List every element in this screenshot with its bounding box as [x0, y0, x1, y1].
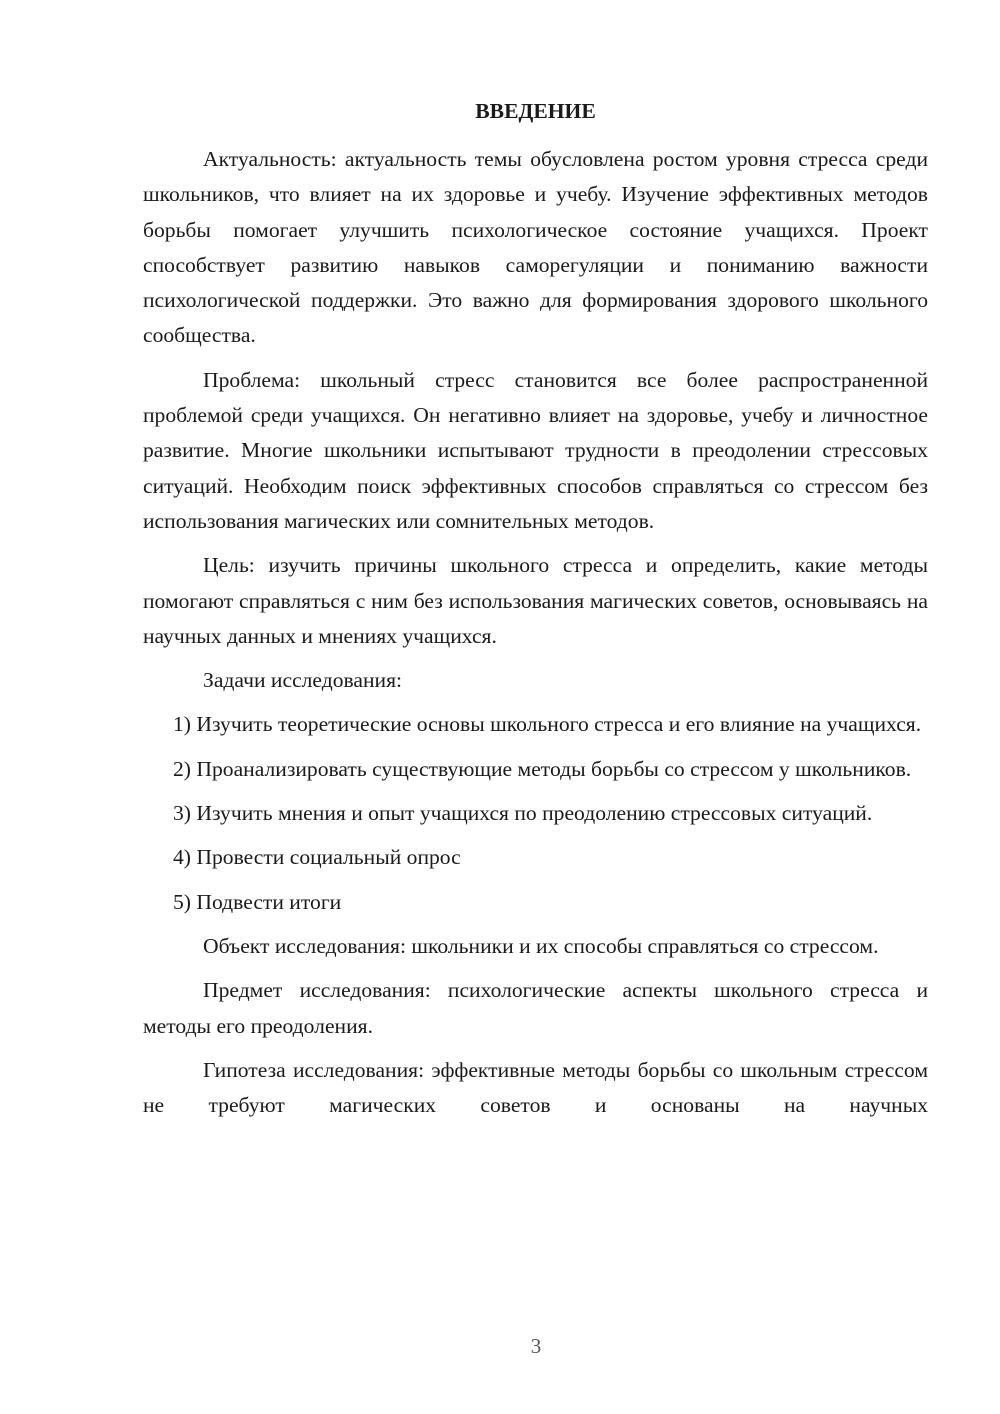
task-item: 3) Изучить мнения и опыт учащихся по преодолению стрессовых ситуаций.	[173, 801, 873, 826]
page-title: ВВЕДЕНИЕ	[475, 99, 596, 123]
tasks-heading: Задачи исследования:	[203, 668, 403, 693]
page-content	[143, 94, 928, 1132]
page-number: 3	[530, 1334, 542, 1358]
task-item: 1) Изучить теоретические основы школьного стресса и его влияние на учащихся.	[173, 712, 922, 737]
paragraph-problem: Проблема: школьный стресс становится все более распространенной проблемой среди учащихся. Он негативно влияет на здоровье, учебу и личностное развитие. Многие школьники испытывают трудности в преодолении стрессовых ситуаций. Необходим поиск эффективных способов справляться со стрессом без использования магических или сомнительных методов.	[143, 367, 928, 533]
task-item: 2) Проанализировать существующие методы борьбы со стрессом у школьников.	[173, 756, 912, 781]
paragraph-goal: Цель: изучить причины школьного стресса и определить, какие методы помогают справляться с ним без использования магических советов, основываясь на научных данных и мнениях учащихся.	[143, 553, 928, 648]
task-item: 5) Подвести итоги	[173, 889, 342, 914]
paragraph-subject: Предмет исследования: психологические аспекты школьного стресса и методы его преодоления.	[143, 978, 928, 1038]
paragraph-hypothesis: Гипотеза исследования: эффективные методы борьбы со школьным стрессом не требуют магических советов и основаны на научных	[143, 1057, 928, 1118]
paragraph-relevance: Актуальность: актуальность темы обусловлена ростом уровня стресса среди школьников, что влияет на их здоровье и учебу. Изучение эффективных методов борьбы помогает улучшить психологическое состояние учащихся. Проект способствует развитию навыков саморегуляции и пониманию важности психологической поддержки. Это важно для формирования здорового школьного сообщества.	[143, 147, 928, 348]
task-item: 4) Провести социальный опрос	[173, 845, 461, 870]
paragraph-object: Объект исследования: школьники и их способы справляться со стрессом.	[203, 933, 879, 958]
